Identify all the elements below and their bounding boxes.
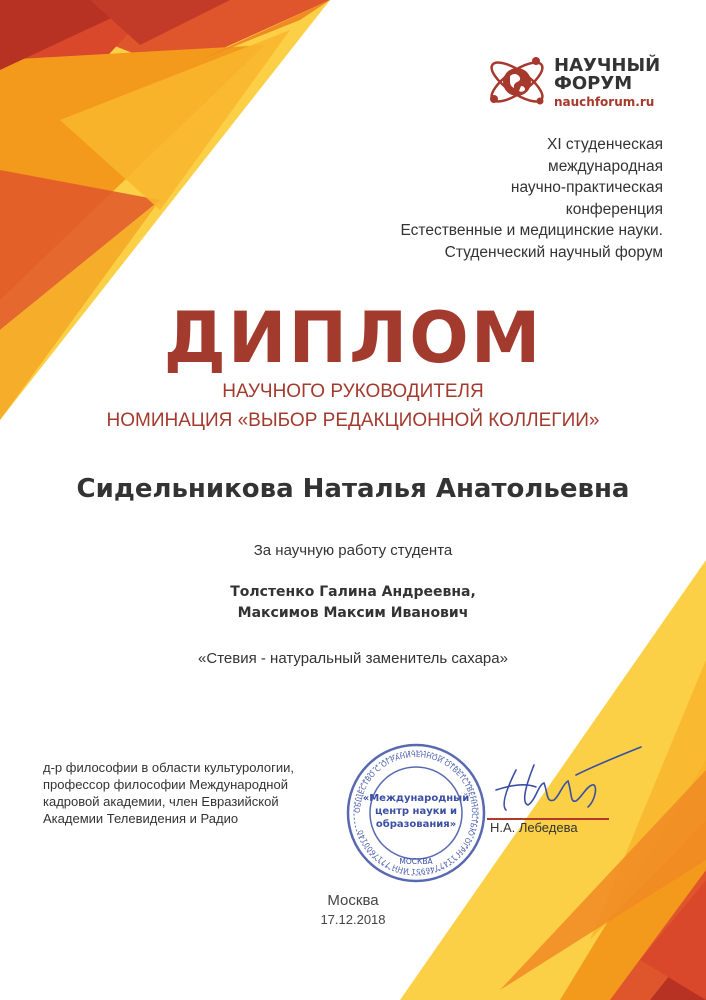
seal-center-line: «Международный bbox=[362, 793, 470, 804]
recipient-name: Сидельникова Наталья Анатольевна bbox=[76, 474, 630, 504]
seal-ring-text: ОБЩЕСТВО С ОГРАНИЧЕННОЙ ОТВЕТСТВЕННОСТЬЮ ОГРН 1147746951 ИНН 7717600140 bbox=[352, 749, 480, 877]
diploma-title: ДИПЛОМ bbox=[163, 297, 543, 379]
conference-line: конференция bbox=[565, 200, 663, 218]
signer-credentials bbox=[43, 759, 373, 827]
work-topic: «Стевия - натуральный заменитель сахара» bbox=[198, 650, 508, 667]
signer-name: Н.А. Лебедева bbox=[490, 820, 578, 835]
city: Москва bbox=[327, 892, 379, 909]
seal-center-line: центр науки и bbox=[375, 806, 457, 817]
credential-line: д-р философии в области культурологии, bbox=[43, 760, 294, 775]
student-name: Толстенко Галина Андреевна, bbox=[230, 584, 476, 600]
credential-line: Академии Телевидения и Радио bbox=[43, 811, 239, 826]
conference-line: научно-практическая bbox=[510, 179, 663, 196]
diploma-nomination: НОМИНАЦИЯ «ВЫБОР РЕДАКЦИОННОЙ КОЛЛЕГИИ» bbox=[106, 410, 600, 431]
official-seal bbox=[344, 741, 488, 885]
conference-line: XI студенческая bbox=[546, 136, 663, 153]
logo bbox=[484, 47, 674, 127]
credential-line: кадровой академии, член Евразийской bbox=[43, 794, 279, 809]
conference-line: международная bbox=[548, 157, 663, 175]
logo-title-line2: ФОРУМ bbox=[554, 73, 633, 94]
logo-title-line1: НАУЧНЫЙ bbox=[554, 55, 661, 76]
conference-line: Естественные и медицинские науки. bbox=[400, 222, 663, 239]
diploma-subtitle: НАУЧНОГО РУКОВОДИТЕЛЯ bbox=[222, 381, 484, 402]
seal-center-line: образования» bbox=[375, 819, 457, 830]
date: 17.12.2018 bbox=[320, 912, 386, 927]
signature bbox=[476, 745, 646, 825]
atom-globe-icon bbox=[484, 49, 550, 115]
seal-bottom-text: МОСКВА bbox=[399, 857, 433, 866]
credential-line: профессор философии Международной bbox=[43, 777, 288, 792]
student-names bbox=[0, 582, 706, 624]
logo-url: nauchforum.ru bbox=[554, 95, 655, 109]
work-intro: За научную работу студента bbox=[253, 542, 453, 559]
logo-title bbox=[554, 57, 664, 93]
conference-line: Студенческий научный форум bbox=[444, 243, 663, 261]
student-name: Максимов Максим Иванович bbox=[237, 605, 469, 621]
conference-description bbox=[263, 134, 663, 263]
